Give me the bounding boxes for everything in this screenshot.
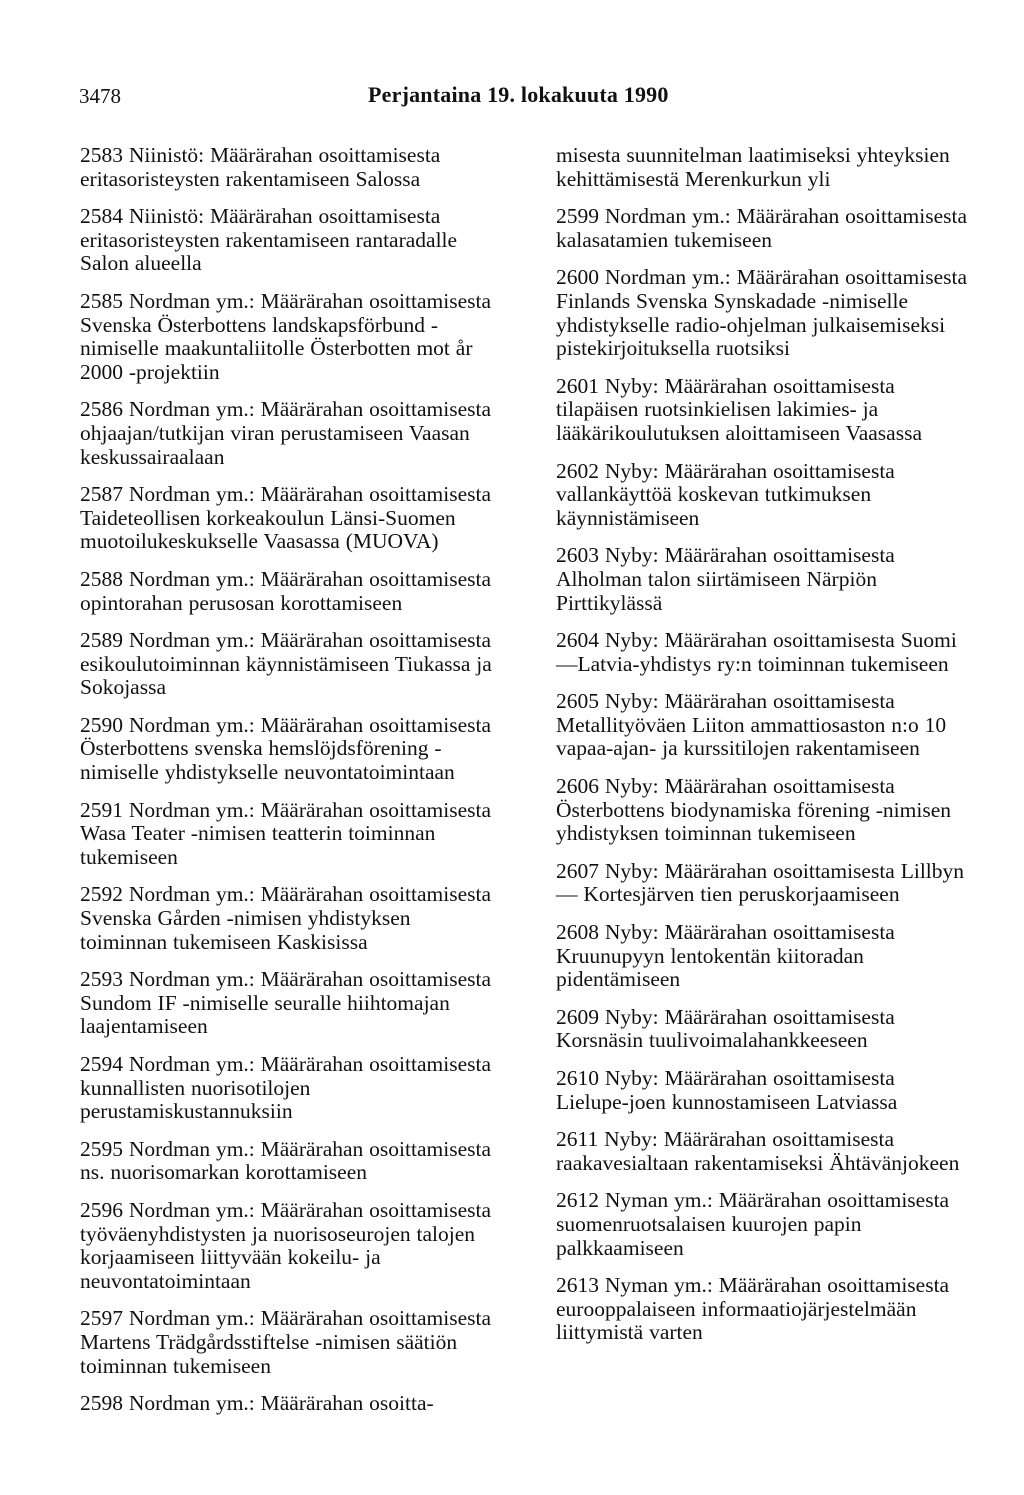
- entry: 2609 Nyby: Määrärahan osoittamisesta Korsnäsin tuulivoimalahankkeeseen: [556, 1004, 895, 1053]
- entry: 2608 Nyby: Määrärahan osoittamisesta Kruunupyyn lentokentän kiitoradan pidentämiseen: [556, 920, 895, 992]
- running-head: Perjantaina 19. lokakuuta 1990: [368, 82, 669, 107]
- entry: 2586 Nordman ym.: Määrärahan osoittamisesta ohjaajan/tutkijan viran perustamiseen Vaasan keskussairaalaan: [80, 397, 491, 469]
- entry: 2592 Nordman ym.: Määrärahan osoittamisesta Svenska Gården -nimisen yhdistyksen toiminnan tukemiseen Kaskisissa: [80, 882, 491, 954]
- entry: 2607 Nyby: Määrärahan osoittamisesta Lillbyn — Kortesjärven tien peruskorjaamiseen: [556, 858, 965, 907]
- entry: 2591 Nordman ym.: Määrärahan osoittamisesta Wasa Teater -nimisen teatterin toiminnan tukemiseen: [80, 797, 491, 869]
- entry: 2595 Nordman ym.: Määrärahan osoittamisesta ns. nuorisomarkan korottamiseen: [80, 1136, 491, 1185]
- entry: 2596 Nordman ym.: Määrärahan osoittamisesta työväenyhdistysten ja nuorisoseurojen talojen korjaamiseen liittyvään kokeilu- ja neuvontatoimintaan: [80, 1197, 491, 1293]
- entry: 2605 Nyby: Määrärahan osoittamisesta Metallityöväen Liiton ammattiosaston n:o 10 vapaa-ajan- ja kurssitilojen rakentamiseen: [556, 689, 947, 761]
- right-column: [556, 144, 968, 1359]
- entry: 2590 Nordman ym.: Määrärahan osoittamisesta Österbottens svenska hemslöjdsförening -nimiselle yhdistykselle neuvontatoimintaan: [80, 712, 491, 785]
- entry: 2587 Nordman ym.: Määrärahan osoittamisesta Taideteollisen korkeakoulun Länsi-Suomen muotoilukeskukselle Vaasassa (MUOVA): [80, 482, 491, 554]
- entry: 2583 Niinistö: Määrärahan osoittamisesta eritasoristeysten rakentamiseen Salossa: [80, 143, 441, 191]
- left-column: [80, 144, 492, 1430]
- entry: 2606 Nyby: Määrärahan osoittamisesta Österbottens biodynamiska förening -nimisen yhdistyksen toiminnan tukemiseen: [556, 774, 951, 846]
- entry: 2585 Nordman ym.: Määrärahan osoittamisesta Svenska Österbottens landskapsförbund -nimiselle maakuntaliitolle Österbotten mot år 2000 -projektiin: [80, 288, 491, 384]
- entry: 2589 Nordman ym.: Määrärahan osoittamisesta esikoulutoiminnan käynnistämiseen Tiukassa ja Sokojassa: [80, 628, 492, 700]
- page-number: 3478: [79, 84, 121, 108]
- entry: 2611 Nyby: Määrärahan osoittamisesta raakavesialtaan rakentamiseksi Ähtävänjokeen: [556, 1127, 960, 1175]
- entry: 2598 Nordman ym.: Määrärahan osoitta-: [80, 1391, 434, 1416]
- entry: 2594 Nordman ym.: Määrärahan osoittamisesta kunnallisten nuorisotilojen perustamiskustannuksiin: [80, 1052, 491, 1124]
- entry: 2602 Nyby: Määrärahan osoittamisesta vallankäyttöä koskevan tutkimuksen käynnistämiseen: [556, 458, 895, 530]
- entry: 2593 Nordman ym.: Määrärahan osoittamisesta Sundom IF -nimiselle seuralle hiihtomajan laajentamiseen: [80, 967, 491, 1039]
- entry: 2604 Nyby: Määrärahan osoittamisesta Suomi—Latvia-yhdistys ry:n toiminnan tukemiseen: [556, 628, 957, 676]
- entry: 2584 Niinistö: Määrärahan osoittamisesta eritasoristeysten rakentamiseen rantaradalle Salon alueella: [80, 204, 458, 276]
- entry: 2597 Nordman ym.: Määrärahan osoittamisesta Martens Trädgårdsstiftelse -nimisen säätiön toiminnan tukemiseen: [80, 1306, 491, 1378]
- entry: misesta suunnitelman laatimiseksi yhteyksien kehittämisestä Merenkurkun yli: [556, 143, 950, 191]
- entry: 2603 Nyby: Määrärahan osoittamisesta Alholman talon siirtämiseen Närpiön Pirttikylässä: [556, 543, 895, 615]
- entry: 2613 Nyman ym.: Määrärahan osoittamisesta eurooppalaiseen informaatiojärjestelmään liittymistä varten: [556, 1273, 950, 1345]
- entry: 2599 Nordman ym.: Määrärahan osoittamisesta kalasatamien tukemiseen: [556, 204, 967, 252]
- entry: 2588 Nordman ym.: Määrärahan osoittamisesta opintorahan perusosan korottamiseen: [80, 566, 491, 615]
- entry: 2610 Nyby: Määrärahan osoittamisesta Lielupe-joen kunnostamiseen Latviassa: [556, 1066, 898, 1114]
- entry: 2601 Nyby: Määrärahan osoittamisesta tilapäisen ruotsinkielisen lakimies- ja lääkärikoulutuksen aloittamiseen Vaasassa: [556, 373, 922, 445]
- entry: 2600 Nordman ym.: Määrärahan osoittamisesta Finlands Svenska Synskadade -nimiselle yhdistykselle radio-ohjelman julkaisemiseksi pistekirjoituksella ruotsiksi: [556, 265, 967, 361]
- entry: 2612 Nyman ym.: Määrärahan osoittamisesta suomenruotsalaisen kuurojen papin palkkaamiseen: [556, 1188, 950, 1260]
